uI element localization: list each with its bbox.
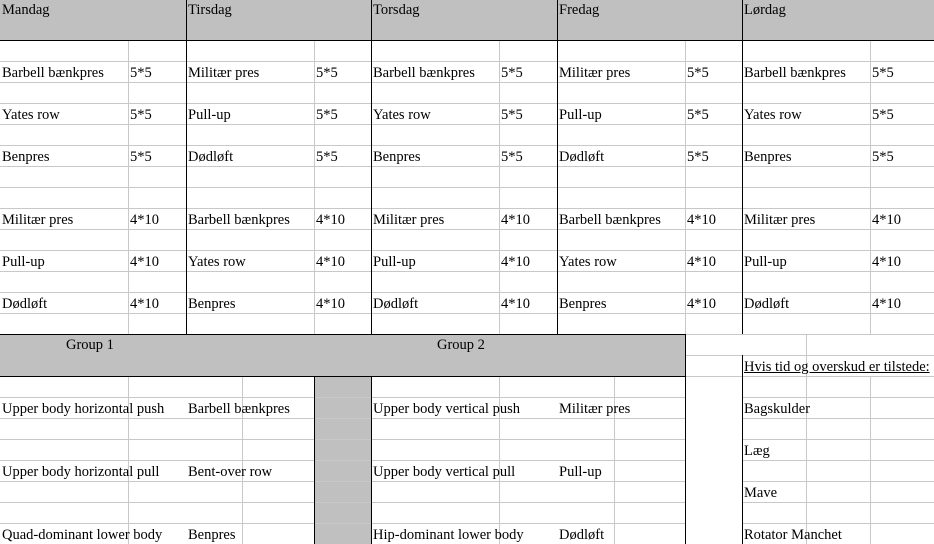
day-header: Torsdag — [373, 2, 420, 18]
category-cell: Upper body horizontal pull — [2, 464, 160, 480]
gridline-h — [0, 250, 934, 251]
sets-cell: 5*5 — [687, 149, 709, 165]
sets-cell: 4*10 — [872, 254, 901, 270]
sets-cell: 4*10 — [872, 212, 901, 228]
day-header: Tirsdag — [188, 2, 232, 18]
exercise-cell: Barbell bænkpres — [188, 212, 290, 228]
sets-cell: 4*10 — [130, 296, 159, 312]
group-exercise-cell: Benpres — [188, 527, 236, 543]
border-v — [685, 334, 686, 544]
gridline-h — [0, 61, 934, 62]
gridline-h — [685, 355, 934, 356]
border-v — [557, 0, 558, 334]
category-cell: Upper body horizontal push — [2, 401, 165, 417]
exercise-cell: Dødløft — [559, 149, 605, 165]
exercise-cell: Barbell bænkpres — [373, 65, 475, 81]
sets-cell: 5*5 — [130, 149, 152, 165]
sets-cell: 4*10 — [316, 296, 345, 312]
exercise-cell: Yates row — [744, 107, 802, 123]
extras-item: Bagskulder — [744, 401, 811, 417]
border-h — [0, 376, 685, 377]
gridline-h — [742, 460, 934, 461]
gridline-h — [742, 397, 934, 398]
sets-cell: 5*5 — [130, 65, 152, 81]
exercise-cell: Dødløft — [2, 296, 48, 312]
sets-cell: 5*5 — [501, 65, 523, 81]
extras-item: Mave — [744, 485, 778, 501]
sets-cell: 5*5 — [872, 149, 894, 165]
gridline-h — [0, 397, 685, 398]
gridline-h — [742, 481, 934, 482]
gridline-h — [0, 145, 934, 146]
gridline-h — [0, 292, 934, 293]
extras-item: Rotator Manchet — [744, 527, 842, 543]
exercise-cell: Dødløft — [744, 296, 790, 312]
sets-cell: 4*10 — [316, 254, 345, 270]
exercise-cell: Militær pres — [2, 212, 74, 228]
sets-cell: 5*5 — [872, 65, 894, 81]
border-h — [0, 334, 685, 335]
gridline-h — [0, 208, 934, 209]
sets-cell: 4*10 — [687, 296, 716, 312]
extras-item: Læg — [744, 443, 770, 459]
exercise-cell: Militær pres — [188, 65, 260, 81]
gridline-h — [0, 187, 934, 188]
exercise-cell: Pull-up — [2, 254, 45, 270]
gridline-h — [0, 439, 685, 440]
sets-cell: 4*10 — [316, 212, 345, 228]
day-header: Lørdag — [744, 2, 786, 18]
exercise-cell: Benpres — [188, 296, 236, 312]
sets-cell: 4*10 — [501, 254, 530, 270]
exercise-cell: Barbell bænkpres — [744, 65, 846, 81]
border-h — [0, 40, 934, 41]
group-title: Group 1 — [66, 337, 114, 353]
sets-cell: 4*10 — [687, 212, 716, 228]
group-exercise-cell: Bent-over row — [188, 464, 273, 480]
exercise-cell: Dødløft — [188, 149, 234, 165]
border-v — [186, 0, 187, 334]
gridline-v — [499, 40, 500, 334]
gridline-v — [314, 40, 315, 334]
gridline-v — [685, 40, 686, 334]
exercise-cell: Pull-up — [188, 107, 231, 123]
exercise-cell: Militær pres — [744, 212, 816, 228]
sets-cell: 4*10 — [130, 254, 159, 270]
sets-cell: 4*10 — [872, 296, 901, 312]
sets-cell: 5*5 — [316, 149, 338, 165]
exercise-cell: Barbell bænkpres — [559, 212, 661, 228]
sets-cell: 5*5 — [501, 149, 523, 165]
sets-cell: 4*10 — [501, 296, 530, 312]
exercise-cell: Militær pres — [559, 65, 631, 81]
sets-cell: 5*5 — [872, 107, 894, 123]
category-cell: Upper body vertical push — [373, 401, 520, 417]
sets-cell: 4*10 — [687, 254, 716, 270]
border-v — [371, 0, 372, 334]
sets-cell: 4*10 — [130, 212, 159, 228]
group-title: Group 2 — [437, 337, 485, 353]
border-v — [371, 376, 372, 544]
group-exercise-cell: Pull-up — [559, 464, 602, 480]
border-v — [742, 355, 743, 544]
exercise-cell: Pull-up — [373, 254, 416, 270]
exercise-cell: Dødløft — [373, 296, 419, 312]
exercise-cell: Pull-up — [744, 254, 787, 270]
gridline-h — [742, 523, 934, 524]
gridline-v — [870, 376, 871, 544]
gridline-h — [0, 103, 934, 104]
group-exercise-cell: Barbell bænkpres — [188, 401, 290, 417]
gridline-h — [685, 334, 934, 335]
group-exercise-cell: Dødløft — [559, 527, 605, 543]
exercise-cell: Benpres — [744, 149, 792, 165]
category-cell: Upper body vertical pull — [373, 464, 516, 480]
exercise-cell: Yates row — [2, 107, 60, 123]
exercise-cell: Benpres — [559, 296, 607, 312]
sets-cell: 5*5 — [130, 107, 152, 123]
sets-cell: 5*5 — [316, 65, 338, 81]
exercise-cell: Benpres — [373, 149, 421, 165]
sets-cell: 5*5 — [687, 65, 709, 81]
border-v — [742, 0, 743, 334]
exercise-cell: Yates row — [559, 254, 617, 270]
exercise-cell: Yates row — [188, 254, 246, 270]
gridline-h — [0, 460, 685, 461]
group-exercise-cell: Militær pres — [559, 401, 631, 417]
exercise-cell: Benpres — [2, 149, 50, 165]
gridline-h — [742, 439, 934, 440]
exercise-cell: Yates row — [373, 107, 431, 123]
sets-cell: 5*5 — [687, 107, 709, 123]
day-header: Mandag — [2, 2, 50, 18]
category-cell: Quad-dominant lower body — [2, 527, 163, 543]
gridline-v — [870, 40, 871, 334]
exercise-cell: Barbell bænkpres — [2, 65, 104, 81]
border-v — [314, 376, 315, 544]
exercise-cell: Militær pres — [373, 212, 445, 228]
gridline-h — [0, 502, 685, 503]
gridline-h — [0, 523, 685, 524]
extras-heading: Hvis tid og overskud er tilstede: — [744, 359, 930, 375]
header-fill — [0, 0, 934, 40]
sets-cell: 4*10 — [501, 212, 530, 228]
day-header: Fredag — [559, 2, 600, 18]
exercise-cell: Pull-up — [559, 107, 602, 123]
sets-cell: 5*5 — [316, 107, 338, 123]
sets-cell: 5*5 — [501, 107, 523, 123]
category-cell: Hip-dominant lower body — [373, 527, 524, 543]
gridline-v — [128, 40, 129, 334]
